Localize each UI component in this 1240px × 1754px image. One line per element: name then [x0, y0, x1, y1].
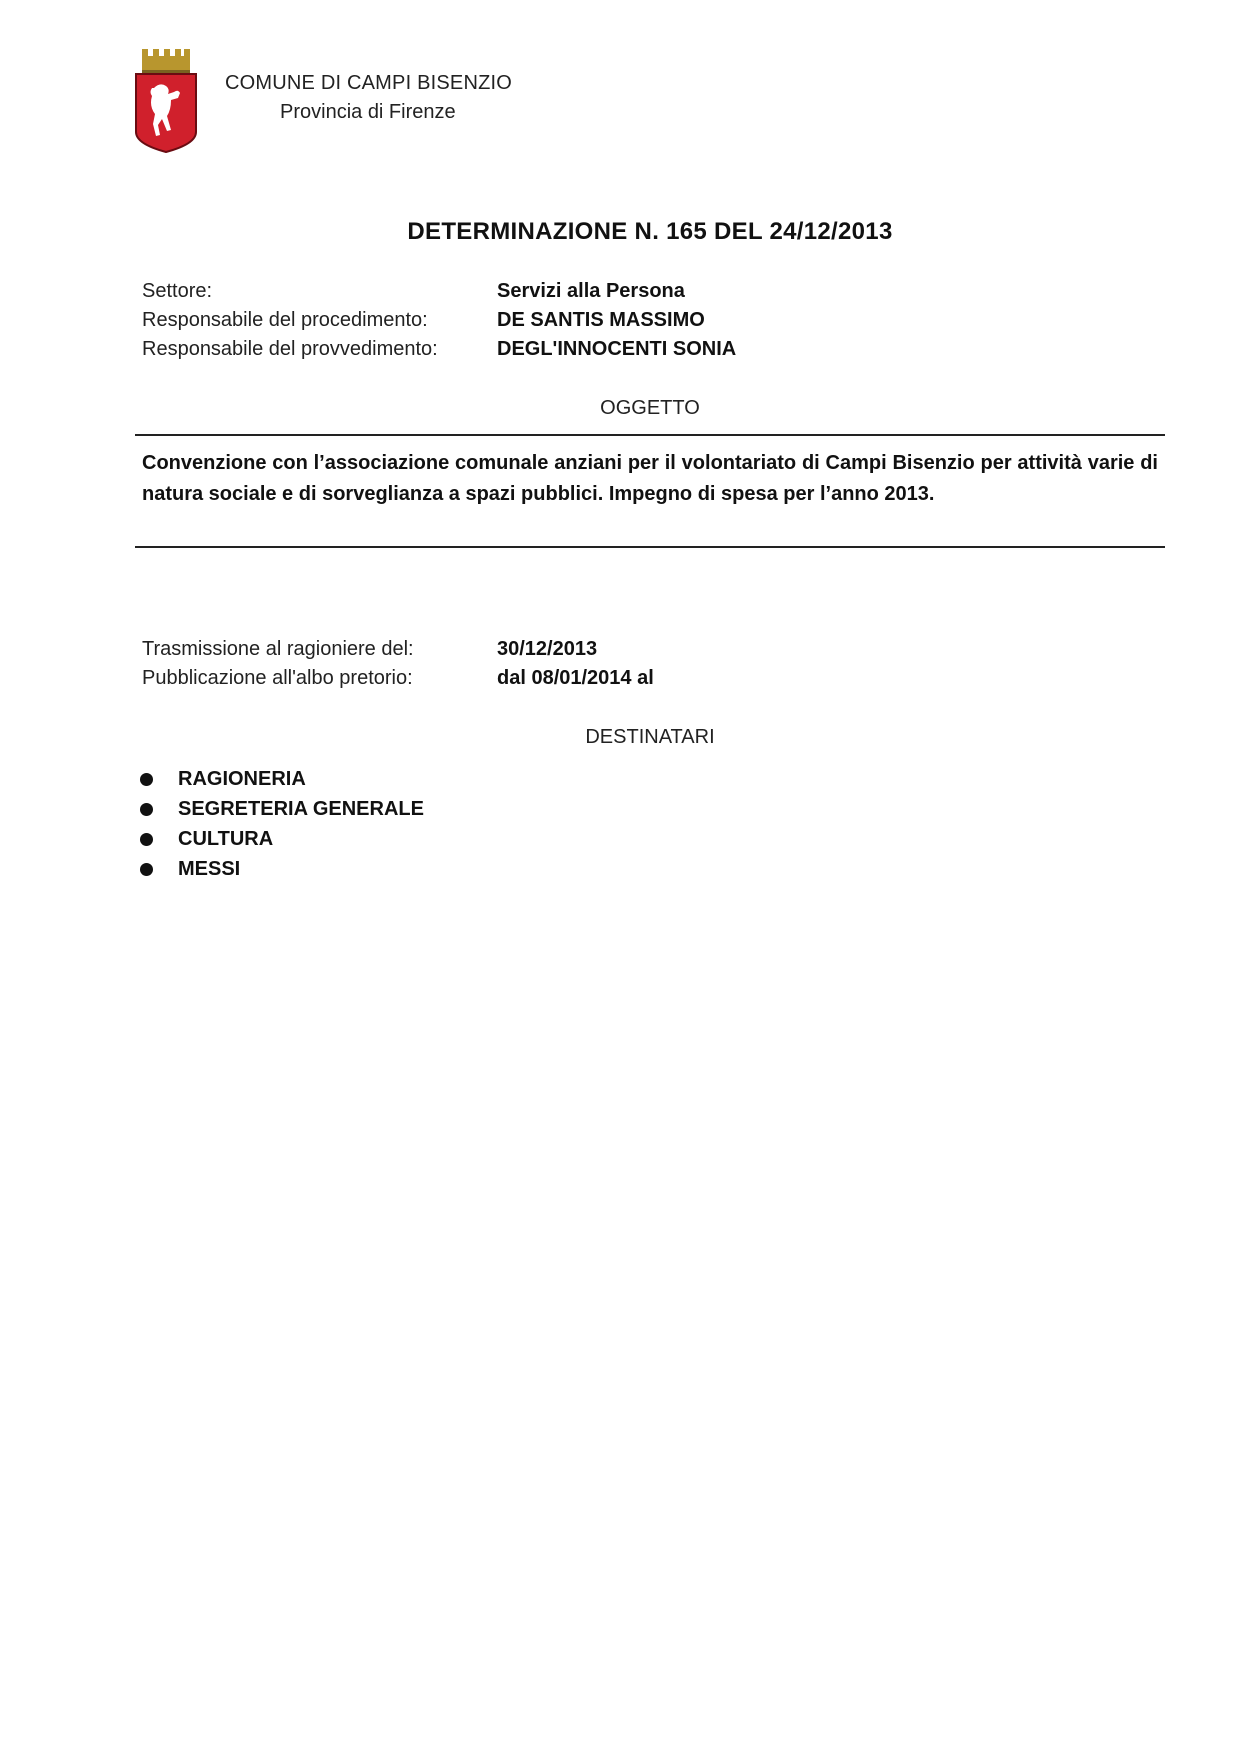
divider-bottom — [135, 546, 1165, 548]
recipient-name: SEGRETERIA GENERALE — [178, 798, 424, 820]
oggetto-heading: OGGETTO — [600, 397, 700, 419]
detail-value: DE SANTIS MASSIMO — [497, 309, 705, 331]
coat-of-arms-icon — [132, 46, 200, 156]
detail-value: DEGL'INNOCENTI SONIA — [497, 338, 737, 360]
transmission-label: Trasmissione al ragioniere del: — [142, 638, 414, 660]
transmission-label: Pubblicazione all'albo pretorio: — [142, 667, 413, 689]
recipient-name: MESSI — [178, 858, 241, 880]
bullet-icon — [140, 803, 153, 816]
recipient-name: RAGIONERIA — [178, 768, 306, 790]
divider-top — [135, 434, 1165, 436]
transmission-value: 30/12/2013 — [497, 638, 598, 660]
list-item — [140, 858, 424, 888]
destinatari-heading: DESTINATARI — [585, 726, 715, 748]
recipient-name: CULTURA — [178, 828, 274, 850]
municipality-name: COMUNE DI CAMPI BISENZIO — [225, 72, 513, 94]
bullet-icon — [140, 833, 153, 846]
bullet-icon — [140, 863, 153, 876]
transmission-value: dal 08/01/2014 al — [497, 667, 654, 689]
bullet-icon — [140, 773, 153, 786]
province-name: Provincia di Firenze — [280, 101, 456, 123]
document-title: DETERMINAZIONE N. 165 DEL 24/12/2013 — [407, 218, 893, 245]
list-item — [140, 768, 424, 798]
oggetto-text: Convenzione con l’associazione comunale anziani per il volontariato di Campi Bisenzio per attività varie di natura sociale e di sorveglianza a spazi pubblici. Impegno di spesa per l’anno 2013. — [142, 452, 1158, 505]
detail-label: Responsabile del provvedimento: — [142, 338, 438, 360]
recipients-list — [140, 768, 424, 888]
list-item — [140, 828, 424, 858]
list-item — [140, 798, 424, 828]
detail-label: Responsabile del procedimento: — [142, 309, 428, 331]
detail-value: Servizi alla Persona — [497, 280, 685, 302]
detail-label: Settore: — [142, 280, 213, 302]
